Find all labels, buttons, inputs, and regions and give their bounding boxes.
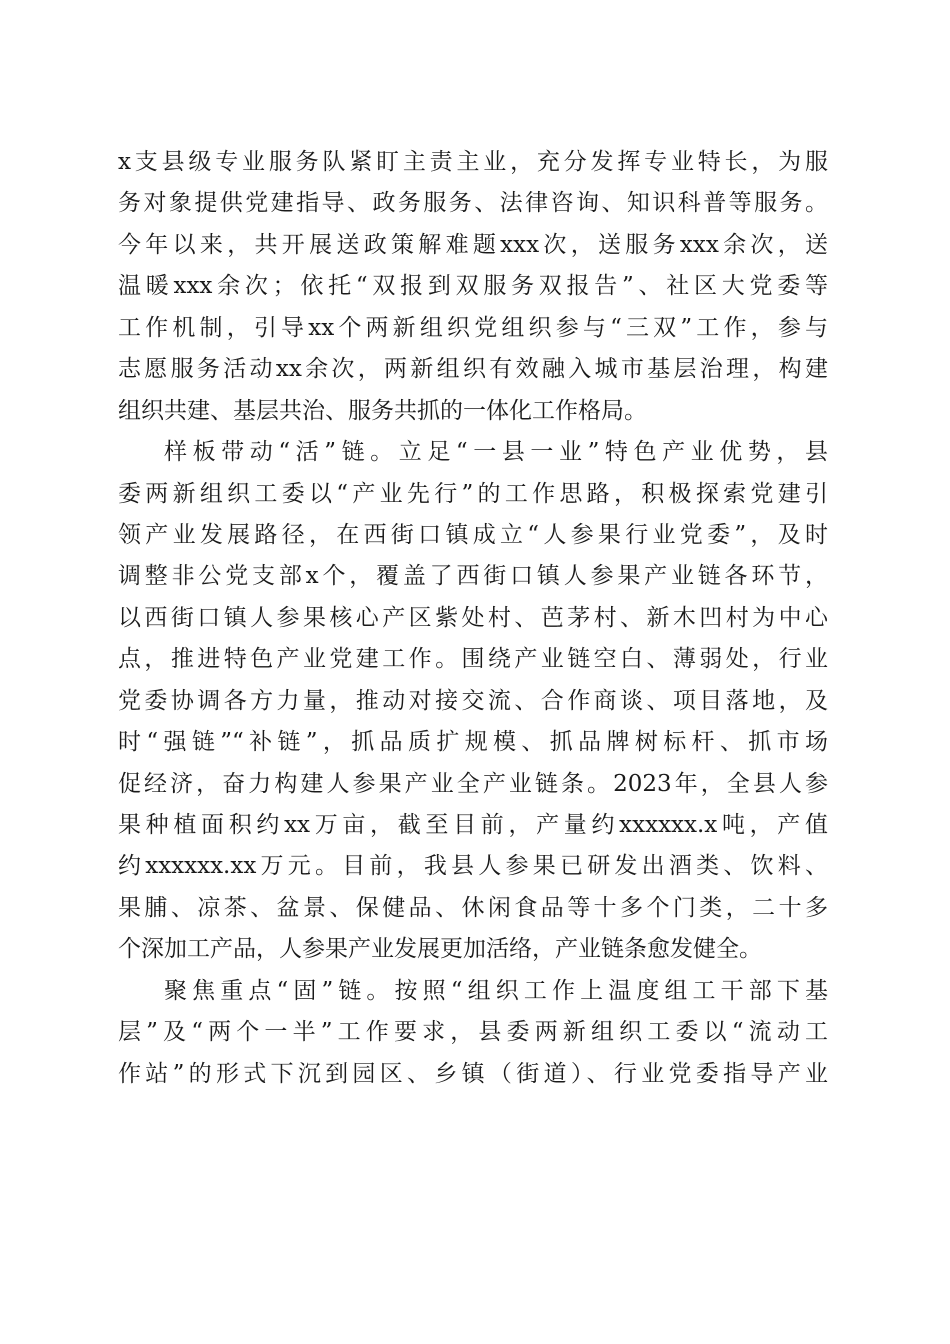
paragraph-heading-line: 样板带动“活”链。立足“一县一业”特色产业优势，县 <box>164 439 828 466</box>
text-line: 果种植面积约xx万亩，截至目前，产量约xxxxxx.x吨，产值 <box>118 812 828 838</box>
text-line: 工作机制，引导xx个两新组织党组织参与“三双”工作，参与 <box>118 314 828 341</box>
text-line: 以西街口镇人参果核心产区紫处村、芭茅村、新木凹村为中心 <box>118 604 828 631</box>
text-line: 个深加工产品，人参果产业发展更加活络，产业链条愈发健全。 <box>118 936 762 963</box>
text-line: 温暖xxx余次；依托“双报到双服务双报告”、社区大党委等 <box>118 273 828 300</box>
text-line: 领产业发展路径，在西街口镇成立“人参果行业党委”，及时 <box>118 521 828 548</box>
text-line: 组织共建、基层共治、服务共抓的一体化工作格局。 <box>118 397 647 424</box>
paragraph-heading-line: 聚焦重点“固”链。按照“组织工作上温度组工干部下基 <box>164 977 828 1004</box>
text-line: 委两新组织工委以“产业先行”的工作思路，积极探索党建引 <box>118 480 828 507</box>
text-line: 志愿服务活动xx余次，两新组织有效融入城市基层治理，构建 <box>118 356 828 383</box>
text-line: 务对象提供党建指导、政务服务、法律咨询、知识科普等服务。 <box>118 190 828 217</box>
text-line: 时“强链”“补链”，抓品质扩规模、抓品牌树标杆、抓市场 <box>118 729 828 756</box>
text-line: 果脯、凉茶、盆景、保健品、休闲食品等十多个门类，二十多 <box>118 894 828 921</box>
text-line: 约xxxxxx.xx万元。目前，我县人参果已研发出酒类、饮料、 <box>118 853 828 880</box>
text-line: x支县级专业服务队紧盯主责主业，充分发挥专业特长，为服 <box>118 149 828 175</box>
text-line: 作站”的形式下沉到园区、乡镇（街道）、行业党委指导产业 <box>118 1060 828 1087</box>
text-line: 层”及“两个一半”工作要求，县委两新组织工委以“流动工 <box>118 1019 828 1046</box>
text-line: 调整非公党支部x个，覆盖了西街口镇人参果产业链各环节， <box>118 563 828 590</box>
text-line: 促经济，奋力构建人参果产业全产业链条。2023年，全县人参 <box>118 770 828 797</box>
body-text <box>118 142 828 1095</box>
text-line: 党委协调各方力量，推动对接交流、合作商谈、项目落地，及 <box>118 687 828 714</box>
text-line: 点，推进特色产业党建工作。围绕产业链空白、薄弱处，行业 <box>118 646 828 673</box>
text-line: 今年以来，共开展送政策解难题xxx次，送服务xxx余次，送 <box>118 231 828 258</box>
